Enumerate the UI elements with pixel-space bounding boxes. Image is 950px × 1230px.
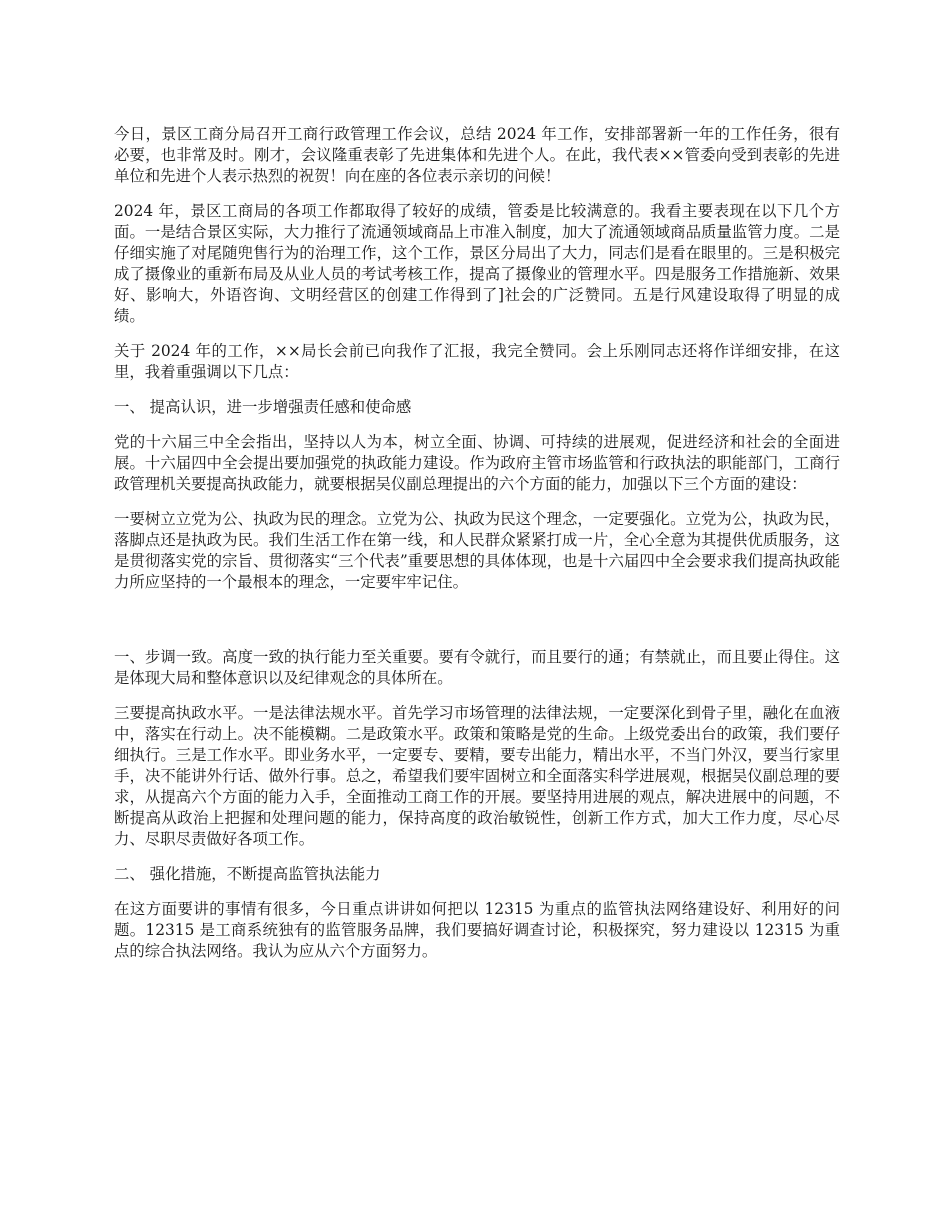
paragraph-party-plenary: 党的十六届三中全会指出，坚持以人为本，树立全面、协调、可持续的进展观，促进经济和社会的全面进展。十六届四中全会提出要加强党的执政能力建设。作为政府主管市场监管和行政执法的职能部门，工商行政管理机关要提高执政能力，就要根据吴仪副总理提出的六个方面的能力，加强以下三个方面的建设： [114, 433, 840, 493]
section-heading-1: 一、 提高认识，进一步增强责任感和使命感 [114, 398, 412, 416]
paragraph-12315-network: 在这方面要讲的事情有很多，今日重点讲讲如何把以 12315 为重点的监管执法网络建设好、利用好的问题。12315 是工商系统独有的监管服务品牌，我们要搞好调查讨论，积极探究，努力建设以 12315 为重点的综合执法网络。我认为应从六个方面努力。 [114, 900, 840, 960]
paragraph-first-requirement: 一要树立立党为公、执政为民的理念。立党为公、执政为民这个理念，一定要强化。立党为公，执政为民，落脚点还是执政为民。我们生活工作在第一线，和人民群众紧紧打成一片，全心全意为其提供优质服务，这是贯彻落实党的宗旨、贯彻落实“三个代表”重要思想的具体体现，也是十六届四中全会要求我们提高执政能力所应坚持的一个最根本的理念，一定要牢牢记住。 [114, 510, 840, 591]
blank-gap [114, 607, 840, 647]
paragraph-opening: 今日，景区工商分局召开工商行政管理工作会议，总结 2024 年工作，安排部署新一年的工作任务，很有必要，也非常及时。刚才，会议隆重表彰了先进集体和先进个人。在此，我代表××管委向受到表彰的先进单位和先进个人表示热烈的祝贺！向在座的各位表示亲切的问候！ [114, 125, 840, 185]
paragraph-unity: 一、步调一致。高度一致的执行能力至关重要。要有令就行，而且要行的通；有禁就止，而且要止得住。这是体现大局和整体意识以及纪律观念的具体所在。 [114, 648, 840, 687]
paragraph-achievements: 2024 年，景区工商局的各项工作都取得了较好的成绩，管委是比较满意的。我看主要表现在以下几个方面。一是结合景区实际，大力推行了流通领域商品上市准入制度，加大了流通领域商品质量监管力度。二是仔细实施了对尾随兜售行为的治理工作，这个工作，景区分局出了大力，同志们是看在眼里的。三是积极完成了摄像业的重新布局及从业人员的考试考核工作，提高了摄像业的管理水平。四是服务工作措施新、效果好、影响大，外语咨询、文明经营区的创建工作得到了]社会的广泛赞同。五是行风建设取得了明显的成绩。 [114, 202, 840, 325]
section-heading-2: 二、 强化措施，不断提高监管执法能力 [114, 865, 381, 883]
paragraph-third-requirement: 三要提高执政水平。一是法律法规水平。首先学习市场管理的法律法规，一定要深化到骨子里，融化在血液中，落实在行动上。决不能模糊。二是政策水平。政策和策略是党的生命。上级党委出台的政策，我们要仔细执行。三是工作水平。即业务水平，一定要专、要精，要专出能力，精出水平，不当门外汉，要当行家里手，决不能讲外行话、做外行事。总之，希望我们要牢固树立和全面落实科学进展观，根据吴仪副总理的要求，从提高六个方面的能力入手，全面推动工商工作的开展。要坚持用进展的观点，解决进展中的问题，不断提高从政治上把握和处理问题的能力，保持高度的政治敏锐性，创新工作方式，加大工作力度，尽心尽力、尽职尽责做好各项工作。 [114, 704, 840, 848]
paragraph-intro-points: 关于 2024 年的工作，××局长会前已向我作了汇报，我完全赞同。会上乐刚同志还将作详细安排，在这里，我着重强调以下几点： [114, 342, 840, 381]
document-page [114, 124, 840, 976]
